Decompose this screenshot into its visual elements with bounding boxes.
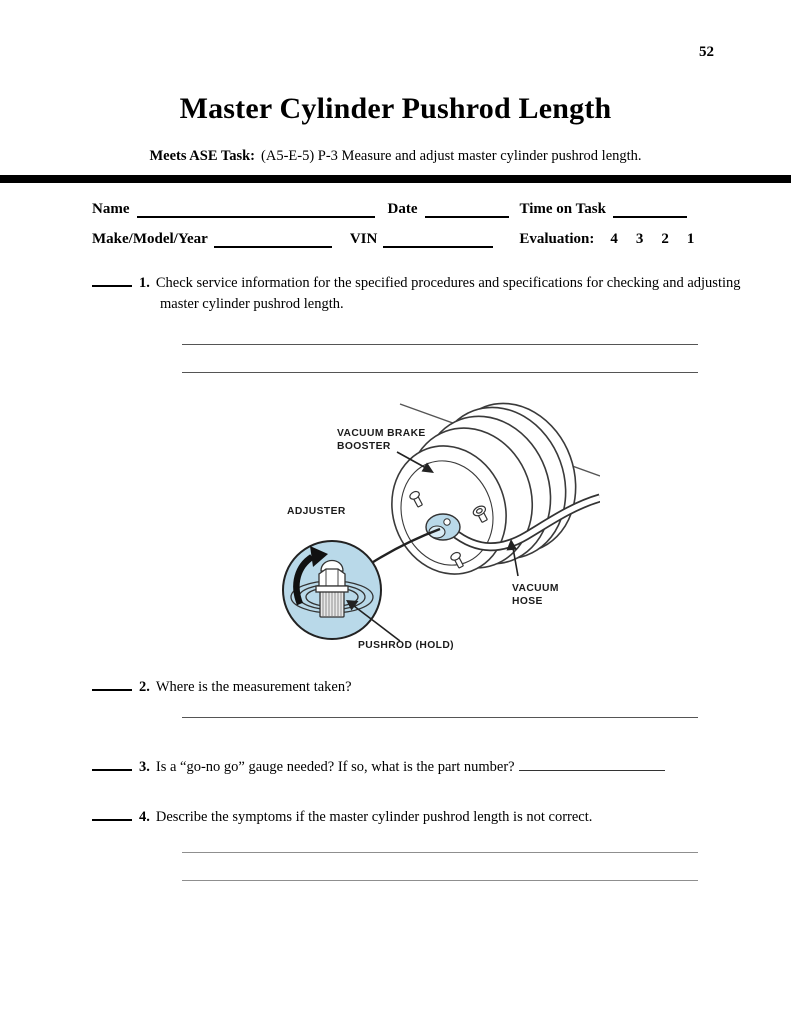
pushrod-hold-label: PUSHROD (HOLD) (358, 640, 454, 651)
question-1 (92, 272, 780, 315)
ase-task-text: (A5-E-5) P-3 Measure and adjust master cylinder pushrod length. (261, 148, 642, 164)
booster-diagram (250, 398, 600, 668)
question-1-text: Check service information for the specified procedures and specifications for checking and adjusting master cylinder pushrod length. (155, 275, 741, 312)
question-2 (92, 676, 780, 698)
question-4-text: Describe the symptoms if the master cylinder pushrod length is not correct. (155, 809, 593, 825)
vacuum-hose-label-line1: VACUUM (512, 583, 559, 594)
name-label: Name (92, 201, 130, 217)
question-4-check-blank (92, 806, 132, 821)
vacuum-hose-label-line2: HOSE (512, 596, 543, 607)
question-3-text: Is a “go-no go” gauge needed? If so, what is the part number? (155, 759, 515, 775)
question-3-number: 3. (139, 759, 150, 775)
pushrod-hub (426, 514, 460, 540)
name-field (137, 201, 375, 218)
booster-label-line2: BOOSTER (337, 441, 391, 452)
evaluation-label: Evaluation: (519, 231, 595, 247)
evaluation-score-1: 1 (686, 231, 695, 247)
question-2-text: Where is the measurement taken? (155, 679, 352, 695)
question-4-number: 4. (139, 809, 150, 825)
date-field (425, 201, 509, 218)
vin-field (383, 231, 493, 248)
adjuster-inset (283, 541, 381, 639)
question-1-check-blank (92, 272, 132, 287)
pushrod-adjuster (316, 561, 348, 618)
ase-task-line (0, 148, 791, 165)
evaluation-score-3: 3 (635, 231, 644, 247)
question-1-answer-line-1 (182, 344, 698, 345)
form-row-identity (92, 201, 687, 218)
question-1-answer-line-2 (182, 372, 698, 373)
page-number: 52 (699, 44, 714, 60)
form-row-vehicle (92, 231, 694, 248)
time-on-task-field (613, 201, 687, 218)
evaluation-score-2: 2 (661, 231, 669, 247)
make-model-year-field (214, 231, 332, 248)
vin-label: VIN (349, 231, 378, 247)
question-4 (92, 806, 780, 828)
make-model-year-label: Make/Model/Year (92, 231, 208, 247)
question-2-check-blank (92, 676, 132, 691)
evaluation-score-4: 4 (610, 231, 618, 247)
question-4-answer-line-1 (182, 852, 698, 853)
question-3-check-blank (92, 756, 132, 771)
header-divider-bar (0, 175, 791, 183)
page-title: Master Cylinder Pushrod Length (179, 92, 612, 125)
question-3-answer-blank (519, 757, 665, 771)
question-1-number: 1. (139, 275, 150, 291)
question-2-number: 2. (139, 679, 150, 695)
date-label: Date (387, 201, 418, 217)
adjuster-label: ADJUSTER (287, 506, 346, 517)
booster-label-line1: VACUUM BRAKE (337, 428, 426, 439)
ase-task-label: Meets ASE Task: (149, 148, 256, 164)
booster-shell (374, 398, 596, 590)
question-4-answer-line-2 (182, 880, 698, 881)
time-on-task-label: Time on Task (519, 201, 606, 217)
question-2-answer-line (182, 717, 698, 718)
question-3 (92, 756, 780, 778)
